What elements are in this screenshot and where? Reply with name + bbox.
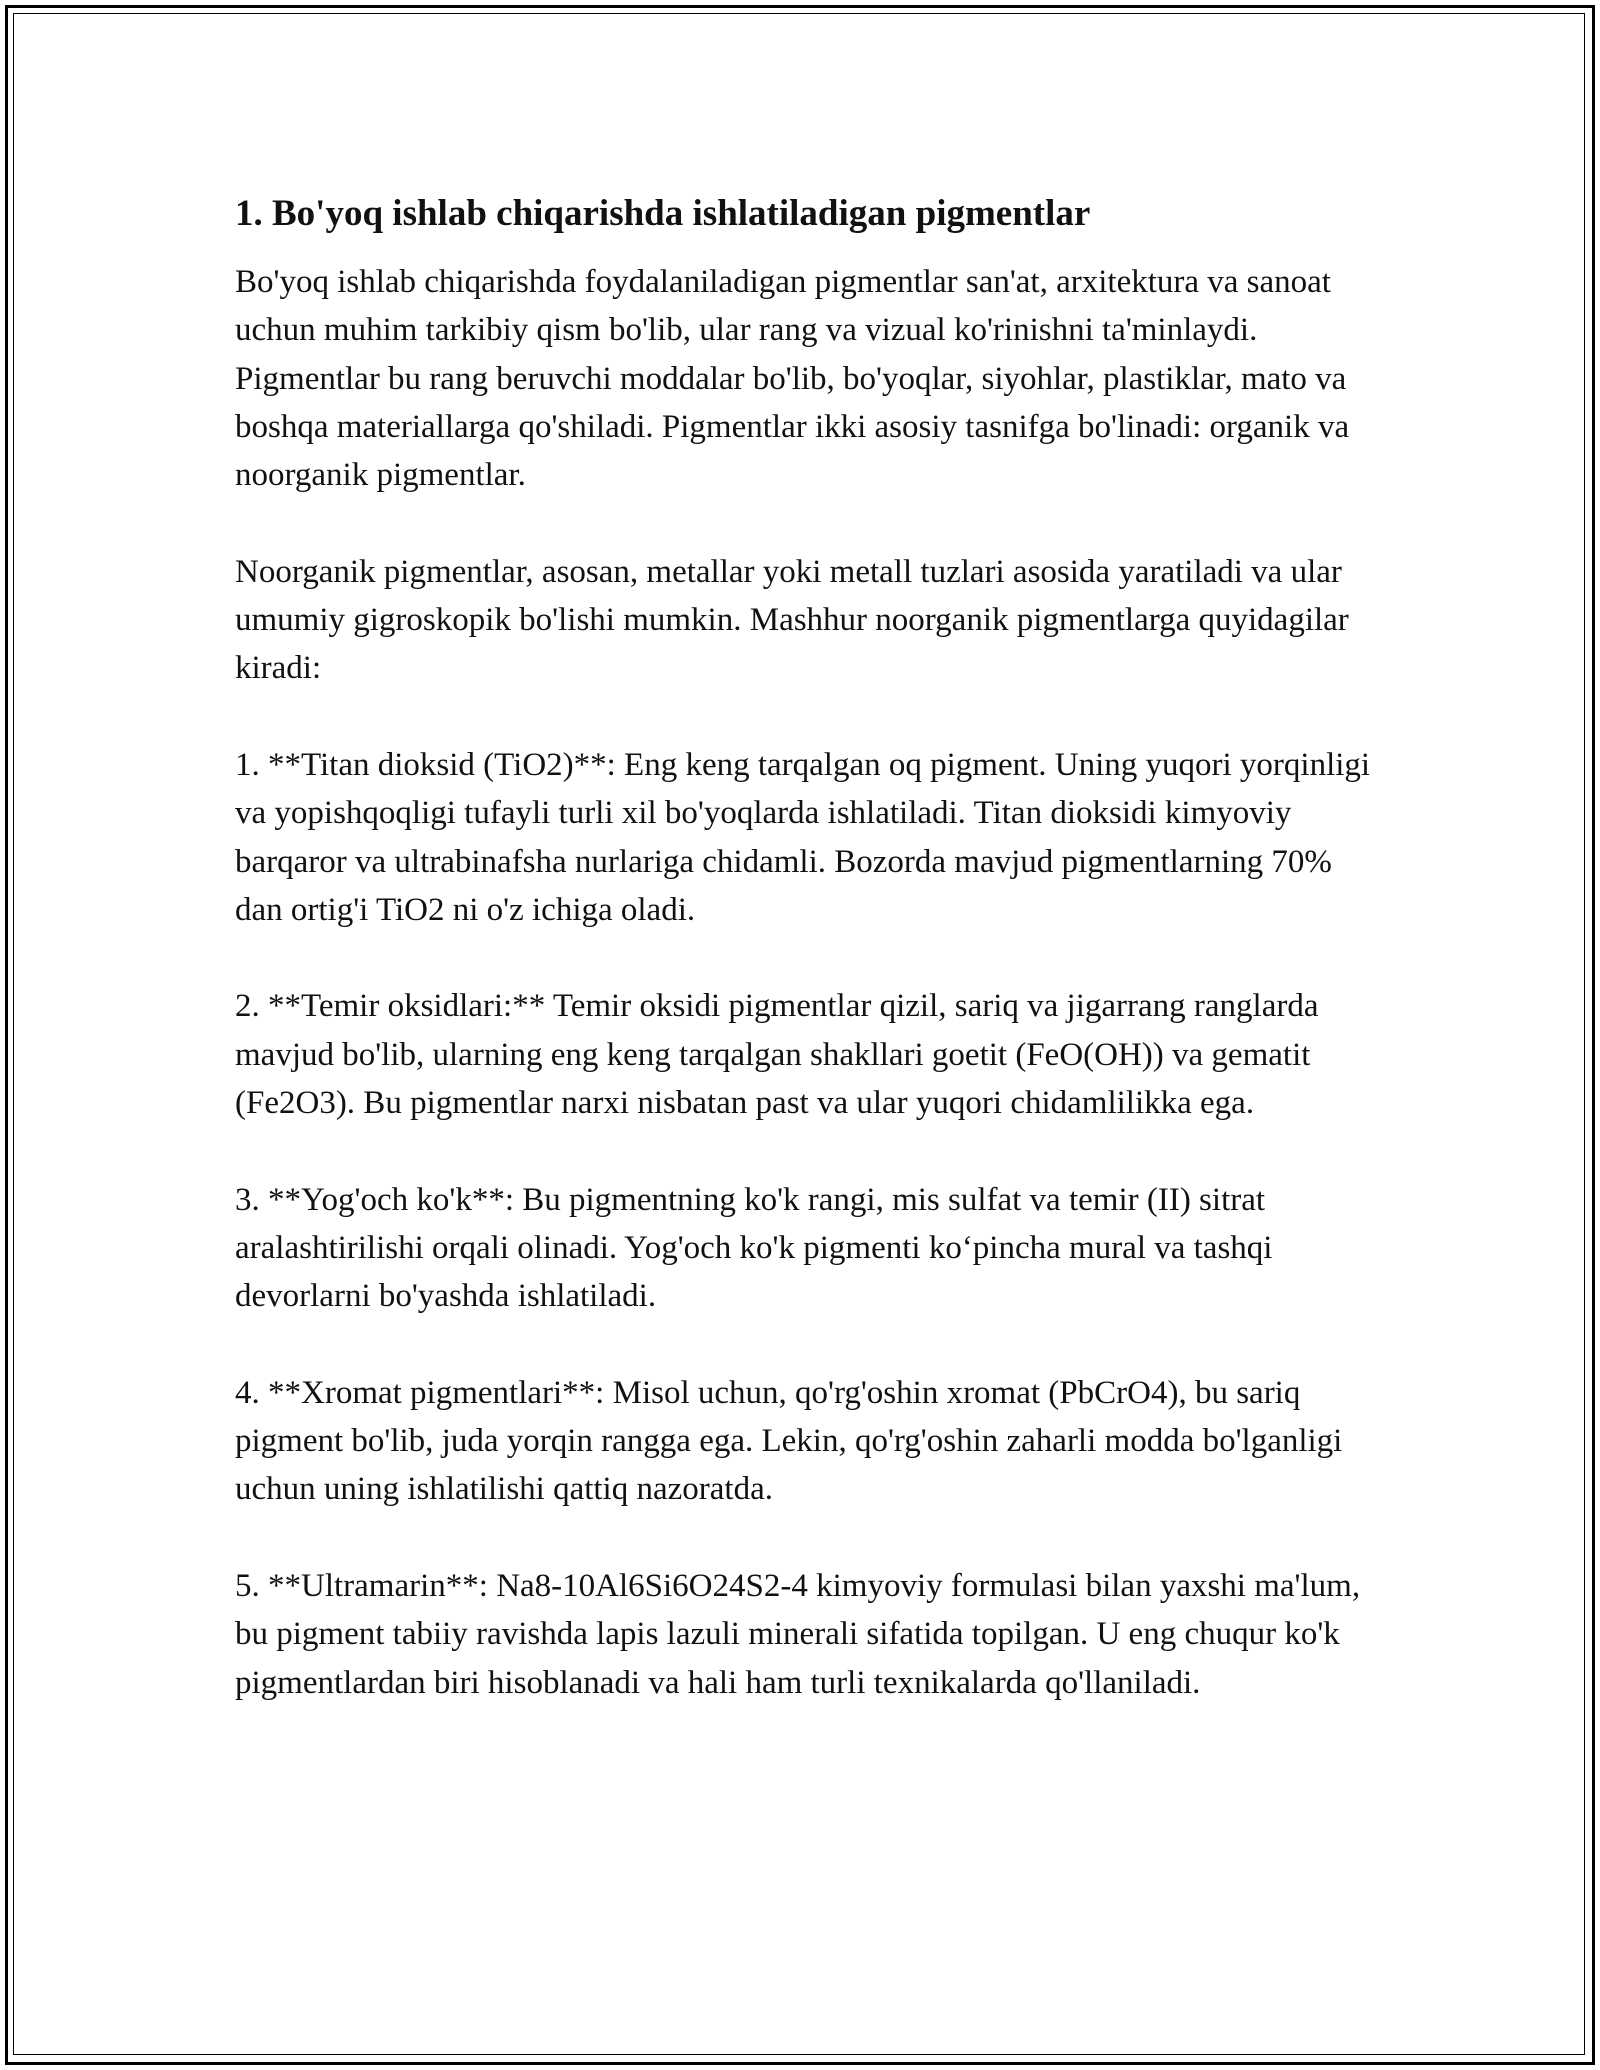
document-body (235, 190, 1375, 1707)
document-title: 1. Bo'yoq ishlab chiqarishda ishlatiladigan pigmentlar (235, 193, 1091, 234)
list-item-titanium-dioxide: 1. **Titan dioksid (TiO2)**: Eng keng tarqalgan oq pigment. Uning yuqori yorqinligi va yopishqoqligi tufayli turli xil bo'yoqlarda ishlatiladi. Titan dioksidi kimyoviy barqaror va ultrabinafsha nurlariga chidamli. Bozorda mavjud pigmentlarning 70% dan ortig'i TiO2 ni o'z ichiga oladi. (235, 746, 1371, 928)
paragraph-intro: Bo'yoq ishlab chiqarishda foydalaniladigan pigmentlar san'at, arxitektura va sanoat uchun muhim tarkibiy qism bo'lib, ular rang va vizual ko'rinishni ta'minlaydi. Pigmentlar bu rang beruvchi moddalar bo'lib, bo'yoqlar, siyohlar, plastiklar, mato va boshqa materiallarga qo'shiladi. Pigmentlar ikki asosiy tasnifga bo'linadi: organik va noorganik pigmentlar. (235, 264, 1350, 494)
list-item-iron-oxides: 2. **Temir oksidlari:** Temir oksidi pigmentlar qizil, sariq va jigarrang ranglarda mavjud bo'lib, ularning eng keng tarqalgan shakllari goetit (FeO(OH)) va gematit (Fe2O3). Bu pigmentlar narxi nisbatan past va ular yuqori chidamlilikka ega. (235, 988, 1319, 1122)
list-item-chromate-pigments: 4. **Xromat pigmentlari**: Misol uchun, qo'rg'oshin xromat (PbCrO4), bu sariq pigment bo'lib, juda yorqin rangga ega. Lekin, qo'rg'oshin zaharli modda bo'lganligi uchun uning ishlatilishi qattiq nazoratda. (235, 1374, 1343, 1508)
list-item-ultramarine: 5. **Ultramarin**: Na8-10Al6Si6O24S2-4 kimyoviy formulasi bilan yaxshi ma'lum, bu pigment tabiiy ravishda lapis lazuli minerali sifatida topilgan. U eng chuqur ko'k pigmentlardan biri hisoblanadi va hali ham turli texnikalarda qo'llaniladi. (235, 1568, 1361, 1701)
list-item-wood-blue: 3. **Yog'och ko'k**: Bu pigmentning ko'k rangi, mis sulfat va temir (II) sitrat aralashtirilishi orqali olinadi. Yog'och ko'k pigmenti ko‘pincha mural va tashqi devorlarni bo'yashda ishlatiladi. (235, 1181, 1273, 1315)
paragraph-inorganic: Noorganik pigmentlar, asosan, metallar yoki metall tuzlari asosida yaratiladi va ular umumiy gigroskopik bo'lishi mumkin. Mashhur noorganik pigmentlarga quyidagilar kiradi: (235, 553, 1349, 687)
